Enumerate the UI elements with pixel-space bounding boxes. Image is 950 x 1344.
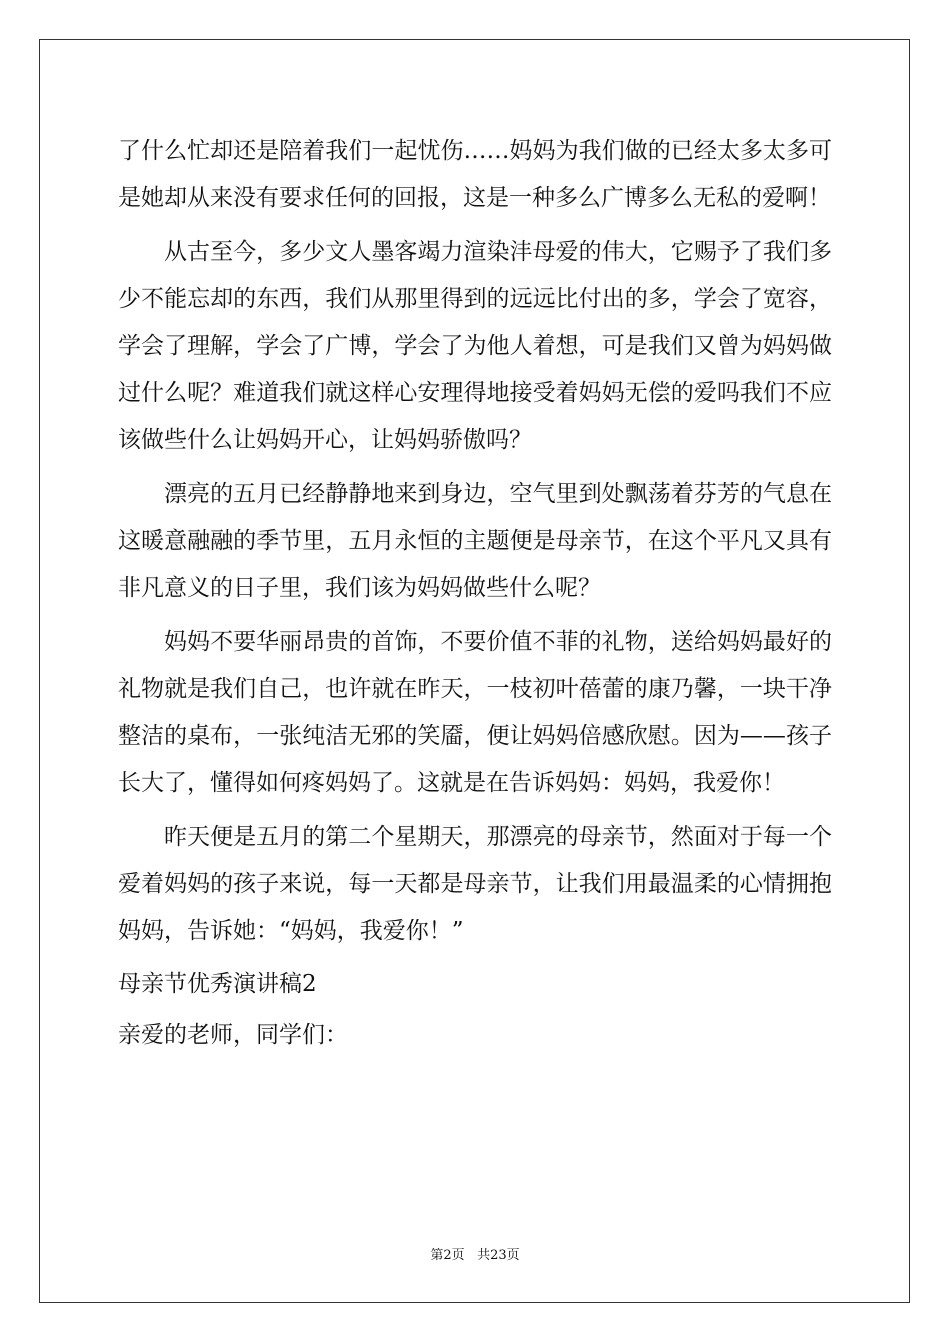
document-body (118, 128, 832, 1059)
page-number: 第2页 (430, 1248, 465, 1263)
salutation: 亲爱的老师，同学们： (118, 1022, 348, 1048)
section-heading: 母亲节优秀演讲稿2 (118, 971, 317, 997)
page-footer (0, 1246, 950, 1266)
paragraph-3: 漂亮的五月已经静静地来到身边，空气里到处飘荡着芬芳的气息在这暖意融融的季节里，五月永恒的主题便是母亲节，在这个平凡又具有非凡意义的日子里，我们该为妈妈做些什么呢？ (118, 481, 832, 601)
paragraph-2: 从古至今，多少文人墨客竭力渲染沣母爱的伟大，它赐予了我们多少不能忘却的东西，我们从那里得到的远远比付出的多，学会了宽容，学会了理解，学会了广博，学会了为他人着想，可是我们又曾为妈妈做过什么呢？难道我们就这样心安理得地接受着妈妈无偿的爱吗我们不应该做些什么让妈妈开心，让妈妈骄傲吗？ (118, 239, 832, 453)
footer-spacer (465, 1248, 477, 1263)
paragraph-4: 妈妈不要华丽昂贵的首饰，不要价值不菲的礼物，送给妈妈最好的礼物就是我们自己，也许就在昨天，一枝初叶蓓蕾的康乃馨，一块干净整洁的桌布，一张纯洁无邪的笑靥，便让妈妈倍感欣慰。因为——孩子长大了，懂得如何疼妈妈了。这就是在告诉妈妈：妈妈，我爱你！ (118, 629, 832, 796)
page-total: 共23页 (477, 1248, 520, 1263)
paragraph-5: 昨天便是五月的第二个星期天，那漂亮的母亲节，然面对于每一个爱着妈妈的孩子来说，每一天都是母亲节，让我们用最温柔的心情拥抱妈妈，告诉她：“妈妈，我爱你！” (118, 824, 832, 944)
paragraph-1: 了什么忙却还是陪着我们一起忧伤……妈妈为我们做的已经太多太多可是她却从来没有要求任何的回报，这是一种多么广博多么无私的爱啊！ (118, 138, 832, 211)
